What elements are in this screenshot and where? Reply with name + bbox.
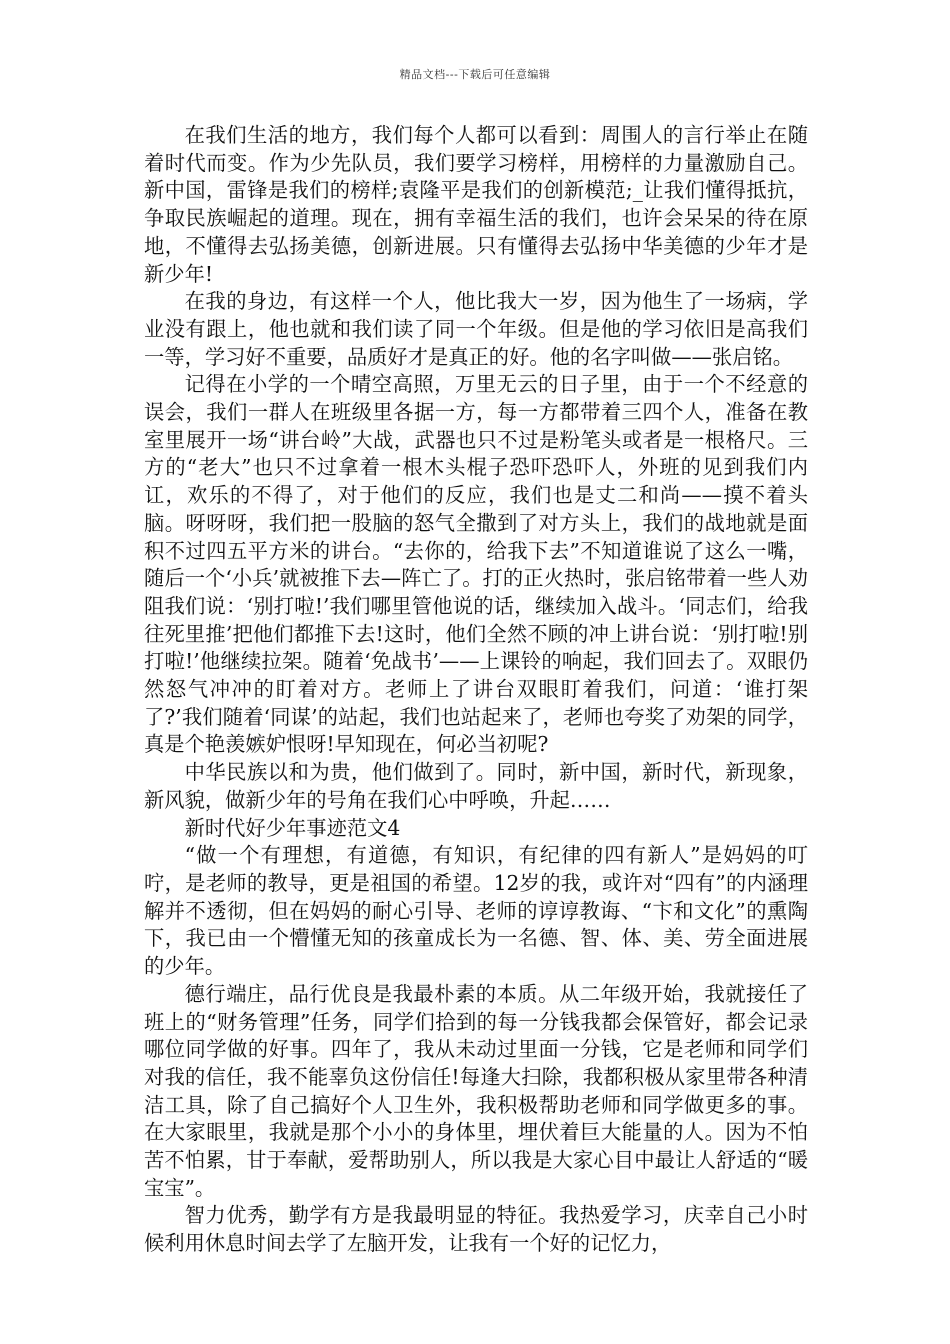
paragraph: 智力优秀，勤学有方是我最明显的特征。我热爱学习，庆幸自己小时候利用休息时间去学了左脑开发，让我有一个好的记忆力，: [144, 1203, 808, 1256]
paragraph: 德行端庄，品行优良是我最朴素的本质。从二年级开始，我就接任了班上的“财务管理”任务，同学们拾到的每一分钱我都会保管好，都会记录哪位同学做的好事。四年了，我从未动过里面一分钱，它是老师和同学们对我的信任，我不能辜负这份信任!每逢大扫除，我都积极从家里带各种清洁工具，除了自己搞好个人卫生外，我积极帮助老师和同学做更多的事。在大家眼里，我就是那个小小的身体里，埋伏着巨大能量的人。因为不怕苦不怕累，甘于奉献，爱帮助别人，所以我是大家心目中最让人舒适的“暖宝宝”。: [144, 981, 808, 1200]
page-header: 精品文档---下载后可任意编辑: [399, 68, 551, 81]
paragraph: 在我们生活的地方，我们每个人都可以看到：周围人的言行举止在随着时代而变。作为少先队员，我们要学习榜样，用榜样的力量激励自己。新中国，雷锋是我们的榜样;袁隆平是我们的创新模范;_让我们懂得抵抗，争取民族崛起的道理。现在，拥有幸福生活的我们，也许会呆呆的待在原地，不懂得去弘扬美德，创新进展。只有懂得去弘扬中华美德的少年才是新少年!: [144, 123, 808, 286]
paragraph: 在我的身边，有这样一个人，他比我大一岁，因为他生了一场病，学业没有跟上，他也就和我们读了同一个年级。但是他的学习依旧是高我们一等，学习好不重要，品质好才是真正的好。他的名字叫做——张启铭。: [144, 289, 808, 369]
document-body: [144, 122, 808, 1258]
paragraph: 中华民族以和为贵，他们做到了。同时，新中国，新时代，新现象，新风貌，做新少年的号角在我们心中呼唤，升起……: [144, 760, 808, 812]
paragraph: “做一个有理想，有道德，有知识，有纪律的四有新人”是妈妈的叮咛，是老师的教导，更是祖国的希望。12岁的我，或许对“四有”的内涵理解并不透彻，但在妈妈的耐心引导、老师的谆谆教诲、“卞和文化”的熏陶下，我已由一个懵懂无知的孩童成长为一名德、智、体、美、劳全面进展的少年。: [144, 843, 808, 979]
paragraph: 记得在小学的一个晴空高照，万里无云的日子里，由于一个不经意的误会，我们一群人在班级里各据一方，每一方都带着三四个人，准备在教室里展开一场“讲台岭”大战，武器也只不过是粉笔头或者是一根格尺。三方的“老大”也只不过拿着一根木头棍子恐吓恐吓人，外班的见到我们内讧，欢乐的不得了，对于他们的反应，我们也是丈二和尚——摸不着头脑。呀呀呀，我们把一股脑的怒气全撒到了对方头上，我们的战地就是面积不过四五平方米的讲台。“去你的，给我下去”不知道谁说了这么一嘴，随后一个‘小兵’就被推下去—阵亡了。打的正火热时，张启铭带着一些人劝阻我们说：‘别打啦!’我们哪里管他说的话，继续加入战斗。‘同志们，给我往死里推’把他们都推下去!这时，他们全然不顾的冲上讲台说：‘别打啦!别打啦!’他继续拉架。随着‘免战书’——上课铃的响起，我们回去了。双眼仍然怒气冲冲的盯着对方。老师上了讲台双眼盯着我们，问道：‘谁打架了?’我们随着‘同谋’的站起，我们也站起来了，老师也夸奖了劝架的同学，真是个艳羡嫉妒恨呀!早知现在，何必当初呢?: [144, 372, 808, 757]
section-title: 新时代好少年事迹范文4: [184, 815, 401, 840]
